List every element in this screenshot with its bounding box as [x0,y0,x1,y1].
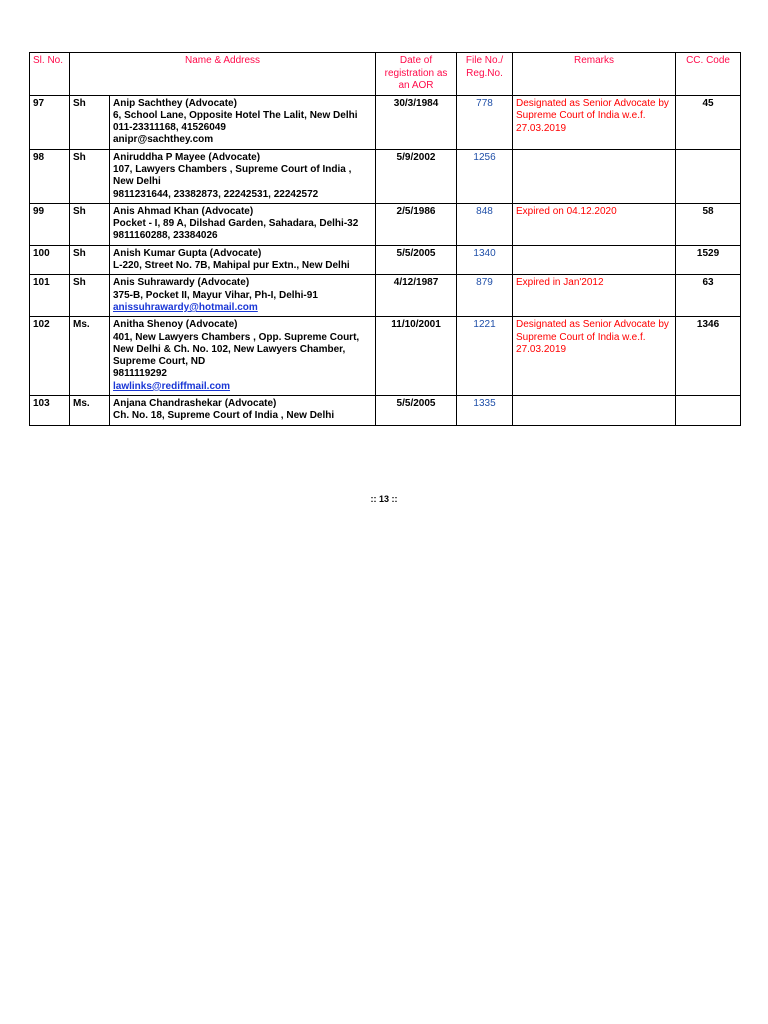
file-no-cell: 879 [457,275,513,317]
advocate-name: Anip Sachthey (Advocate) [113,97,237,109]
table-row [30,203,741,245]
registration-date-cell: 11/10/2001 [376,317,457,396]
header-row [30,53,741,96]
name-address-cell [110,203,376,245]
address-line: New Delhi [113,176,161,188]
header-date: Date of registration as an AOR [376,53,457,96]
salutation-cell: Sh [70,95,110,149]
sl-no-cell: 102 [30,317,70,396]
remarks-cell [513,396,676,426]
advocate-name: Anis Suhrawardy (Advocate) [113,277,250,289]
advocate-name: Anjana Chandrashekar (Advocate) [113,398,277,410]
file-no-cell: 1256 [457,149,513,203]
sl-no-cell: 101 [30,275,70,317]
name-address-cell [110,396,376,426]
salutation-cell: Sh [70,245,110,275]
header-name-address: Name & Address [70,53,376,96]
cc-code-cell: 58 [676,203,741,245]
remarks-cell [513,149,676,203]
registration-date-cell: 5/5/2005 [376,245,457,275]
address-line: 107, Lawyers Chambers , Supreme Court of India , [113,163,352,175]
email-link[interactable]: lawlinks@rediffmail.com [113,380,231,392]
remarks-cell: Designated as Senior Advocate by Supreme Court of India w.e.f. 27.03.2019 [513,317,676,396]
advocate-name: Aniruddha P Mayee (Advocate) [113,151,261,163]
cc-code-cell: 45 [676,95,741,149]
registration-date-cell: 4/12/1987 [376,275,457,317]
address-line: Pocket - I, 89 A, Dilshad Garden, Sahadara, Delhi-32 [113,218,359,230]
remarks-cell [513,245,676,275]
file-no-cell: 848 [457,203,513,245]
registration-date-cell: 30/3/1984 [376,95,457,149]
table-row [30,149,741,203]
email-link[interactable]: anissuhrawardy@hotmail.com [113,301,258,313]
remarks-cell: Expired in Jan'2012 [513,275,676,317]
file-no-cell: 1335 [457,396,513,426]
name-address-cell [110,149,376,203]
address-line: 011-23311168, 41526049 [113,122,226,134]
registration-date-cell: 5/5/2005 [376,396,457,426]
salutation-cell: Ms. [70,396,110,426]
header-cc-code: CC. Code [676,53,741,96]
sl-no-cell: 99 [30,203,70,245]
cc-code-cell [676,396,741,426]
address-line: 9811160288, 23384026 [113,230,218,242]
file-no-cell: 1221 [457,317,513,396]
sl-no-cell: 103 [30,396,70,426]
table-row [30,95,741,149]
cc-code-cell [676,149,741,203]
address-line: anipr@sachthey.com [113,134,214,146]
table-row [30,317,741,396]
header-remarks: Remarks [513,53,676,96]
name-address-cell [110,95,376,149]
salutation-cell: Ms. [70,317,110,396]
address-line: 6, School Lane, Opposite Hotel The Lalit, New Delhi [113,109,358,121]
salutation-cell: Sh [70,149,110,203]
address-line: 9811119292 [113,368,167,380]
cc-code-cell: 1529 [676,245,741,275]
aor-table [29,52,741,426]
address-line: 401, New Lawyers Chambers , Opp. Supreme Court, [113,331,360,343]
address-line: L-220, Street No. 7B, Mahipal pur Extn., New Delhi [113,260,350,272]
table-body [30,95,741,425]
address-line: New Delhi & Ch. No. 102, New Lawyers Chamber, [113,343,346,355]
salutation-cell: Sh [70,203,110,245]
file-no-cell: 778 [457,95,513,149]
address-line: 9811231644, 23382873, 22242531, 22242572 [113,188,319,200]
advocate-name: Anis Ahmad Khan (Advocate) [113,205,254,217]
name-address-cell [110,317,376,396]
address-line: Supreme Court, ND [113,356,206,368]
table-row [30,396,741,426]
file-no-cell: 1340 [457,245,513,275]
remarks-cell: Expired on 04.12.2020 [513,203,676,245]
sl-no-cell: 98 [30,149,70,203]
sl-no-cell: 97 [30,95,70,149]
registration-date-cell: 2/5/1986 [376,203,457,245]
cc-code-cell: 63 [676,275,741,317]
cc-code-cell: 1346 [676,317,741,396]
address-line: 375-B, Pocket II, Mayur Vihar, Ph-I, Delhi-91 [113,289,318,301]
name-address-cell [110,275,376,317]
advocate-name: Anitha Shenoy (Advocate) [113,319,238,331]
page-number: :: 13 :: [370,494,398,504]
advocate-name: Anish Kumar Gupta (Advocate) [113,247,262,259]
table-row [30,245,741,275]
name-address-cell [110,245,376,275]
table-row [30,275,741,317]
registration-date-cell: 5/9/2002 [376,149,457,203]
header-sl-no: Sl. No. [30,53,70,96]
header-file-no: File No./ Reg.No. [457,53,513,96]
sl-no-cell: 100 [30,245,70,275]
remarks-cell: Designated as Senior Advocate by Supreme Court of India w.e.f. 27.03.2019 [513,95,676,149]
address-line: Ch. No. 18, Supreme Court of India , New Delhi [113,410,335,422]
salutation-cell: Sh [70,275,110,317]
